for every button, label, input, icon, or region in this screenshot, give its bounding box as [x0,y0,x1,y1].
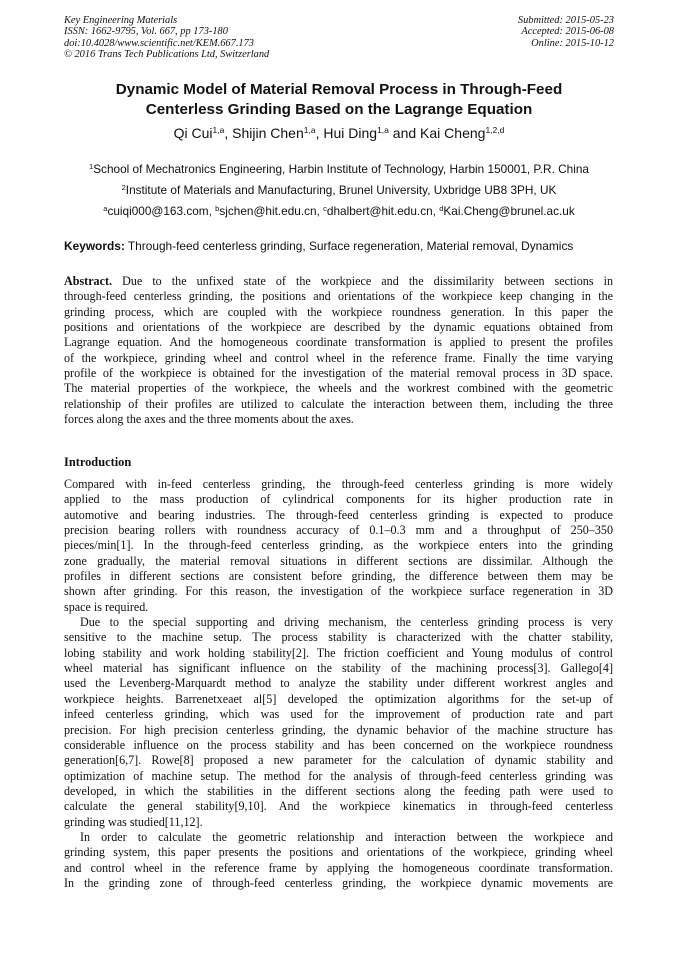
abstract-line: The material properties of the workpiece, the wheels and the workrest combined with the geometric [64,381,613,396]
paragraph-line: and control wheel in the reference frame by applying the homogeneous coordinate transformation. [64,860,613,875]
paragraph-line: optimization of machine setup. The method for the analysis of through-feed centerless grinding was [64,768,613,783]
author-affiliation-mark: 1,a [303,125,316,135]
affiliation-mark: 1 [89,162,94,171]
keywords [64,239,624,254]
paragraph-line: profiles in different sections are consistent before grinding, the difference between them may be [64,569,613,584]
author-affiliation-mark: 1,a [377,125,389,135]
doi-line: doi:10.4028/www.scientific.net/KEM.667.173 [64,37,254,49]
online-date: Online: 2015-10-12 [531,37,614,49]
paper-title [40,80,638,119]
submission-dates [518,15,614,49]
title-line-2: Centerless Grinding Based on the Lagrange Equation [145,100,533,118]
author-affiliation-mark: 1,2,d [485,125,505,135]
author-list: Qi Cui$^{1,a}$, Shijin Chen$^{1,a}$, Hui Ding$^{1,a}$ and Kai Cheng$^{1,2,d}$ [173,125,505,141]
paragraph-line: In order to calculate the geometric relationship and interaction between the workpiece and [80,829,613,844]
abstract-line: relationship of their profiles are utilized to calculate the interaction between them, including the three [64,396,613,411]
abstract-line: of the workpiece, grinding wheel and control wheel in the reference frame. Finally the time varying [64,350,613,365]
abstract-line: Lagrange equation. And the homogeneous coordinate transformation is applied to present the profiles [64,335,613,350]
abstract-line: through-feed centerless grinding, the positions and orientations of the workpiece keep changing in the [64,289,613,304]
section-heading-introduction: Introduction [64,455,132,469]
paragraph-line: used the Levenberg-Marquardt method to analyze the stability under different workrest angles and [64,676,613,691]
email-mark: b [215,204,220,213]
email-address: dhalbert@hit.edu.cn, [326,204,440,218]
abstract-line: grinding process, which are coupled with the workpiece roundness generation. In this paper the [64,304,613,319]
paragraph-line: applied to the mass production of cylindrical components for its higher production rate in [64,492,613,507]
paragraph-line: space is required. [64,599,149,614]
paragraph-line: shown after grinding. For this reason, the investigation of the workpiece surface regeneration in 3D [64,584,613,599]
author-name: Hui Ding [323,125,378,141]
author-name: Shijin Chen [232,125,304,141]
keywords-label: Keywords: [64,239,125,253]
paragraph-line: precision bearing rollers with roundness accuracy of 0.1–0.3 mm and a throughput of 250–350 [64,523,613,538]
paragraph-line: considerable influence on the process stability and has been concerned on the workpiece roundness [64,737,613,752]
copyright-line: © 2016 Trans Tech Publications Ltd, Switzerland [64,49,270,61]
affiliation-text: School of Mechatronics Engineering, Harbin Institute of Technology, Harbin 150001, P.R. China [93,162,589,176]
journal-info [64,15,269,61]
accepted-date: Accepted: 2015-06-08 [521,26,614,38]
paragraph-line: generation[6,7]. Rowe[8] proposed a new parameter for the calculation of dynamic stability and [64,753,613,768]
abstract-line: forces along the axes and the three moments about the axes. [64,412,354,427]
author-conjunction: and [392,125,417,141]
keywords-text: Through-feed centerless grinding, Surface regeneration, Material removal, Dynamics [124,239,574,253]
author-name: Qi Cui [173,125,213,141]
email-mark: c [323,204,327,213]
paragraph-line: workpiece heights. Barrenetxeaet al[5] developed the optimization algorithms for the set-up of [64,691,613,706]
paragraph-line: calculate the general stability[9,10]. And the workpiece kinematics in through-feed centerless [64,799,613,814]
abstract-line: positions and orientations of the workpiece are described by the dynamic equations obtained from [64,320,613,335]
abstract-label: Abstract. [64,274,113,288]
paragraph-line: Compared with in-feed centerless grinding, the through-feed centerless grinding is more widely [64,477,613,491]
affiliation-1 [40,162,638,177]
paragraph-line: developed, in which the stabilities in the different sections along the feeding path were used to [64,783,613,798]
affiliation-text: Institute of Materials and Manufacturing, Brunel University, Uxbridge UB8 3PH, UK [125,183,557,197]
abstract [64,274,613,427]
paragraph-line: automotive and bearing industries. The through-feed centerless grinding is expected to produce [64,507,613,522]
email-address: cuiqi000@163.com, [107,204,216,218]
email-mark: a [103,204,108,213]
author-affiliation-mark: 1,a [212,125,225,135]
email-mark: d [439,204,444,213]
paragraph-line: lobing stability and work holding stability[2]. The friction coefficient and Young modulus of control [64,645,613,660]
paragraph-line: wheel material has significant influence on the stability of the machining process[3]. Gallego[4] [64,661,613,676]
paragraph-line: grinding was studied[11,12]. [64,814,203,829]
abstract-line: Abstract. Due to the unfixed state of the workpiece and the dissimilarity between sections in [64,274,613,288]
paragraph-line: infeed centerless grinding, which was used for the improvement of production rate and part [64,707,613,722]
paragraph-line: Due to the special supporting and driving mechanism, the centerless grinding process is very [80,615,613,630]
affiliation-2 [40,183,638,198]
email-address: Kai.Cheng@brunel.ac.uk [443,204,575,218]
email-address: sjchen@hit.edu.cn, [219,204,324,218]
affiliation-mark: 2 [121,183,126,192]
introduction-body [64,477,613,891]
paragraph-line: pieces/min[1]. In the through-feed centerless grinding, as the workpiece enters into the grinding [64,538,613,553]
paragraph-line: precision. For high precision centerless grinding, the dynamic behavior of the machine structure has [64,722,613,737]
paragraph-line: sensitive to the machine setup. The process stability is characterized with the chatter stability, [64,630,613,645]
submitted-date: Submitted: 2015-05-23 [517,15,614,26]
author-emails [40,204,638,219]
abstract-line: profile of the workpiece is obtained for the investigation of the material removal process in 3D space. [64,366,613,381]
paragraph-line: zone gradually, the material removal situations in different sections are dissimilar. Although the [64,553,613,568]
paragraph-line: grinding system, this paper presents the positions and orientations of the workpiece, grinding wheel [64,845,613,860]
journal-name: Key Engineering Materials [64,15,178,26]
paragraph-line: In the grinding zone of through-feed centerless grinding, the workpiece dynamic movements are [64,875,613,890]
author-name: Kai Cheng [420,125,486,141]
issn-line: ISSN: 1662-9795, Vol. 667, pp 173-180 [64,26,228,38]
title-line-1: Dynamic Model of Material Removal Process in Through-Feed [115,81,563,98]
